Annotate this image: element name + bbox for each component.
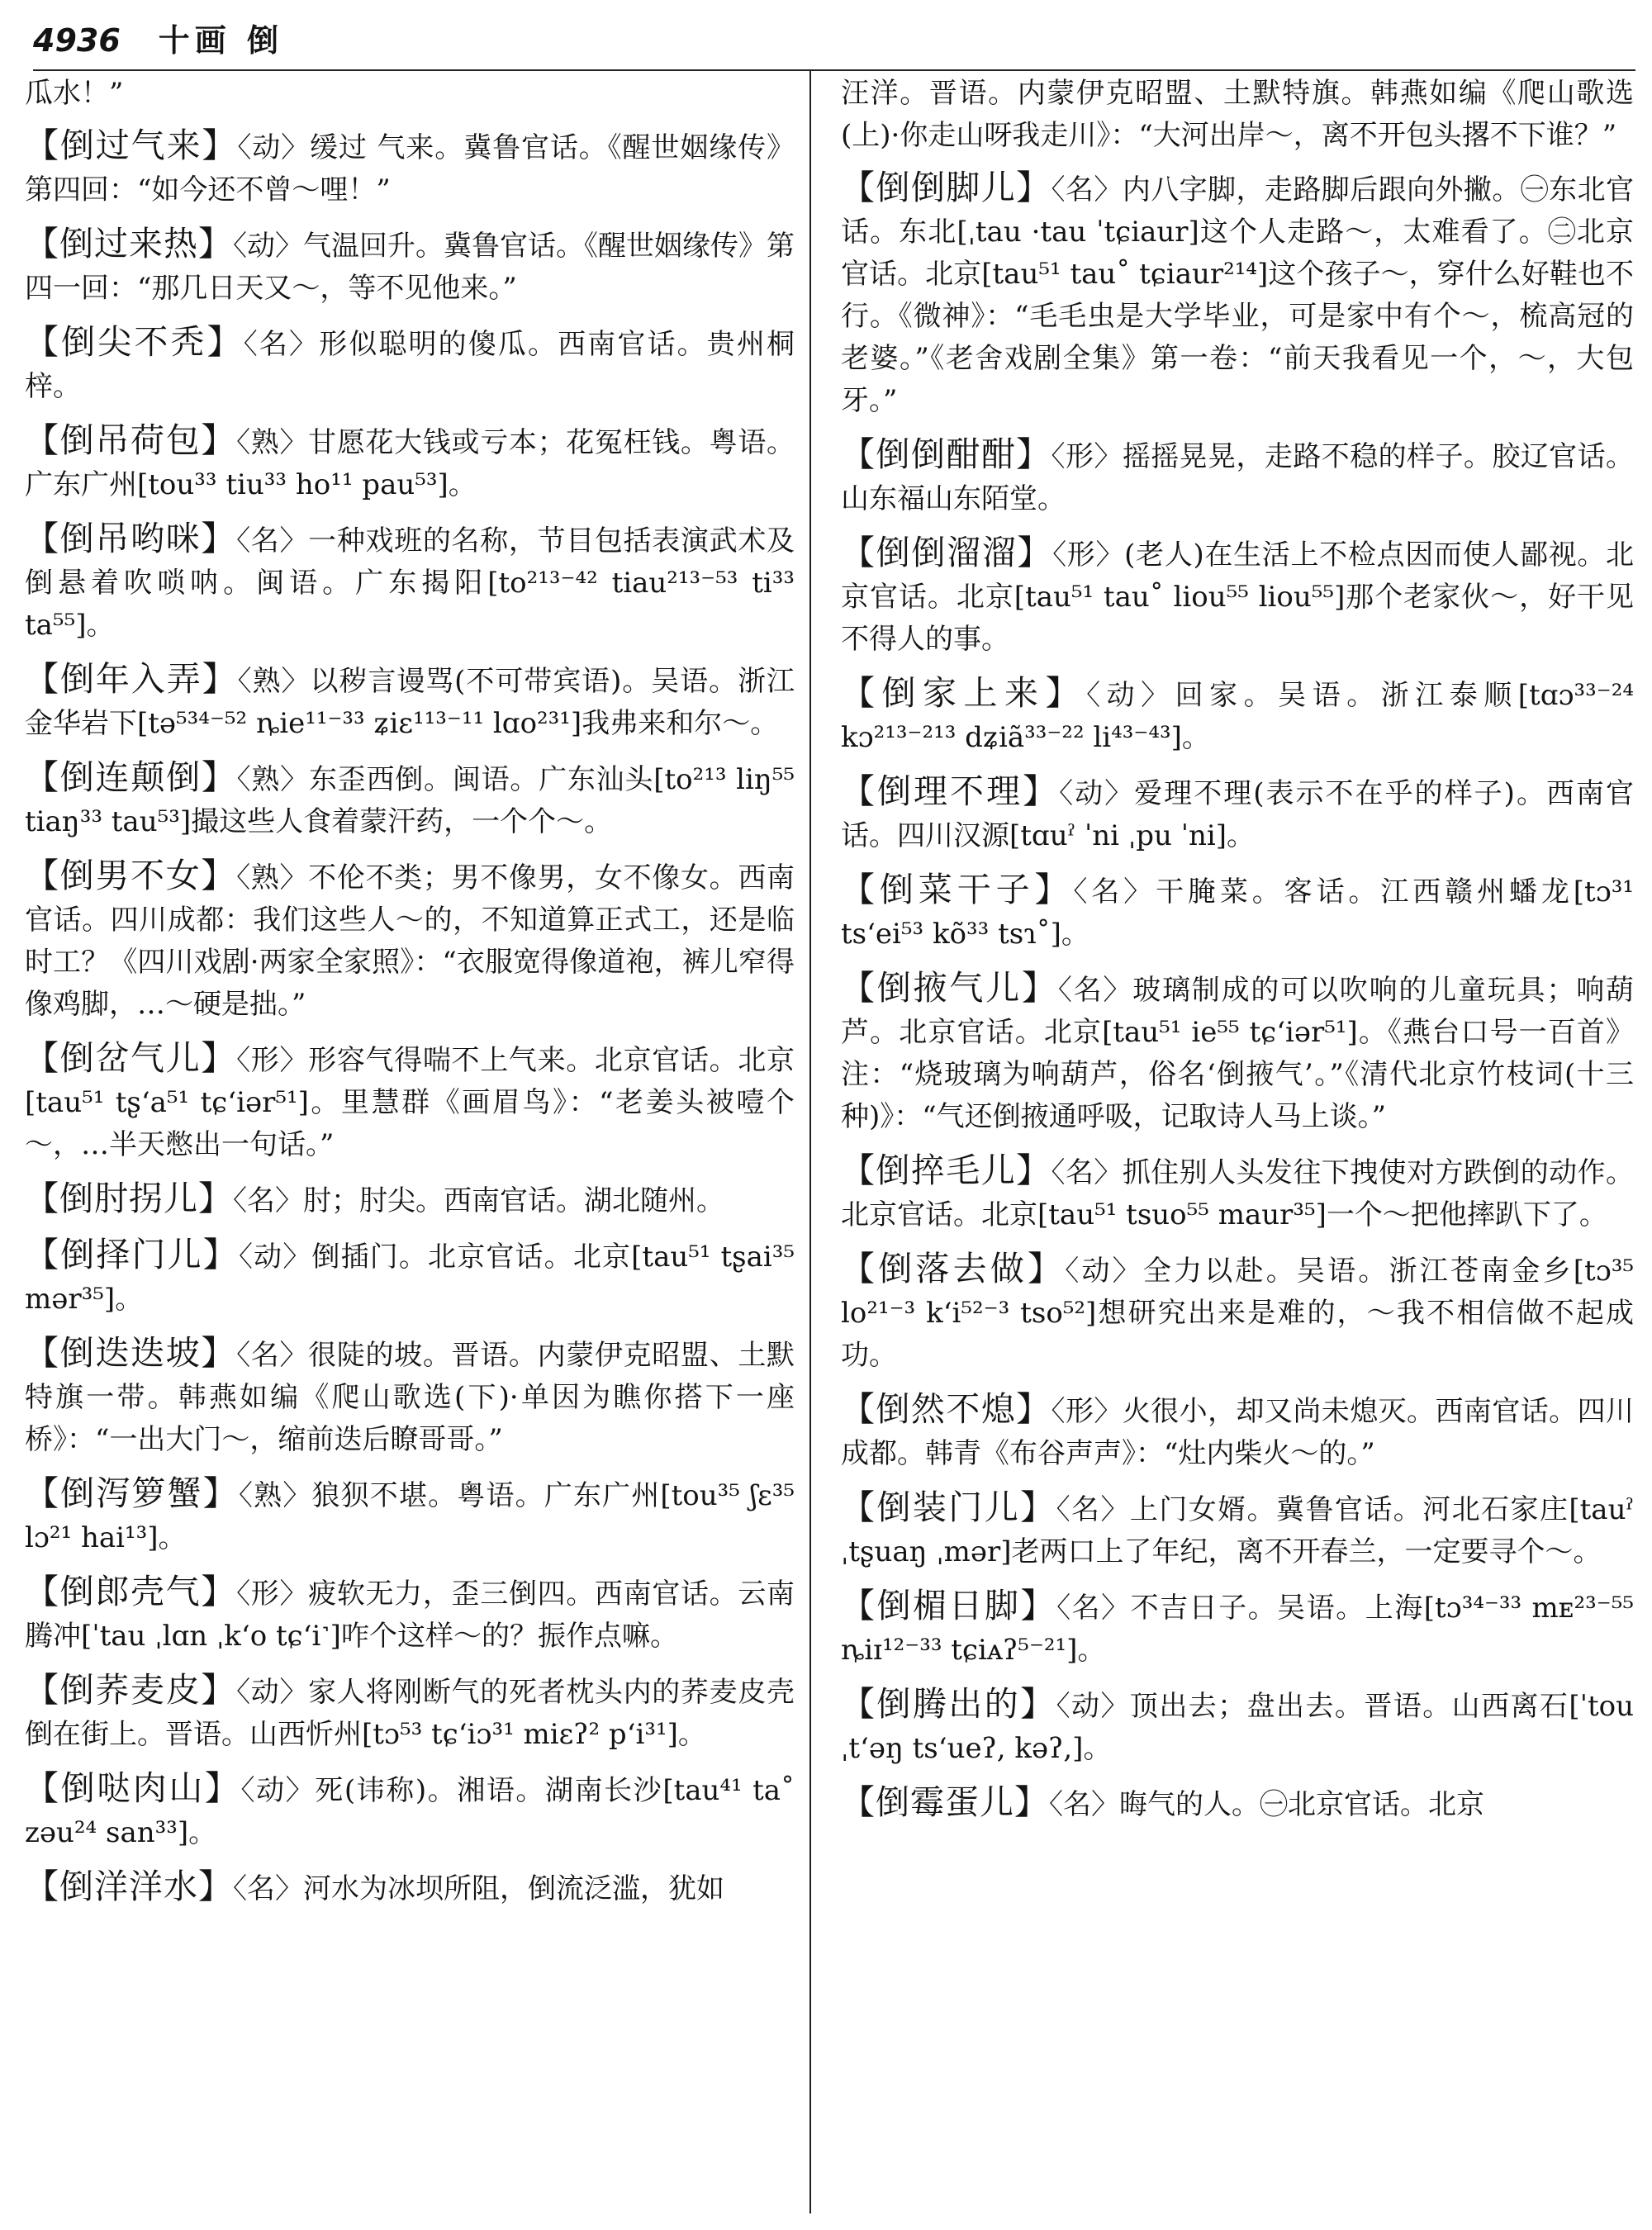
dictionary-entry [25,1473,795,1559]
entry-body: 〈动〉全力以赴。吴语。浙江苍南金乡[tɔ³⁵ lo²¹⁻³ k‘i⁵²⁻³ tso⁵²]想研究出来是难的，～我不相信做不起成功。 [841,1255,1635,1372]
dictionary-entry [841,1248,1634,1377]
dictionary-entry [841,1585,1634,1672]
entry-body: 〈名〉形似聪明的傻瓜。西南官话。贵州桐梓。 [25,328,795,403]
dictionary-entry [25,321,795,408]
entry-headword: 【倒择门儿】 [25,1235,239,1274]
dictionary-entry [25,1178,795,1222]
entry-body: 瓜水！” [25,77,124,110]
entry-headword: 【倒过来热】 [25,224,233,263]
entry-body: 〈名〉上门女婿。冀鲁官话。河北石家庄[tauˀ ˌtʂuaŋ ˌmər]老两口上了年纪，离不开春兰，一定要寻个～。 [841,1493,1634,1568]
entry-headword: 【倒荞麦皮】 [25,1670,237,1710]
entry-body: 〈形〉火很小，却又尚未熄灭。西南官话。四川成都。韩青《布谷声声》：“灶内柴火～的。” [841,1395,1635,1470]
dictionary-entry [25,1332,795,1461]
right-column [841,73,1634,1838]
entry-headword: 【倒倒酣酣】 [841,434,1051,474]
dictionary-entry [841,1388,1634,1475]
dictionary-entry [841,167,1634,422]
dictionary-entry [841,1782,1634,1826]
entry-body: 〈动〉倒插门。北京官话。北京[tau⁵¹ tʂai³⁵ mər³⁵]。 [25,1241,795,1316]
header-rule [33,69,1635,71]
column-divider [809,71,811,2213]
entry-body: 〈名〉一种戏班的名称，节目包括表演武术及倒悬着吹唢呐。闽语。广东揭阳[to²¹³⁻⁴² tiau²¹³⁻⁵³ ti³³ ta⁵⁵]。 [25,524,795,642]
dictionary-entry [25,223,795,310]
entry-headword: 【倒装门儿】 [841,1487,1056,1527]
dictionary-entry [841,532,1634,661]
dictionary-entry [841,1683,1634,1770]
entry-body: 〈动〉回家。吴语。浙江泰顺[tɑɔ³³⁻²⁴ kɔ²¹³⁻²¹³ dʑiã³³⁻²² li⁴³⁻⁴³]。 [841,679,1634,754]
entry-headword: 【倒过气来】 [25,126,238,165]
entry-body: 〈动〉顶出去；盘出去。晋语。山西离石[ˈtou ˌt‘əŋ ts‘ueʔ, kəʔ,]。 [841,1690,1635,1765]
entry-headword: 【倒霉蛋儿】 [841,1782,1049,1822]
entry-headword: 【倒倒脚儿】 [841,168,1051,207]
dictionary-entry [25,1571,795,1658]
entry-headword: 【倒落去做】 [841,1249,1066,1288]
dictionary-entry [25,420,795,506]
dictionary-entry [841,434,1634,520]
entry-body: 〈形〉形容气得喘不上气来。北京官话。北京[tau⁵¹ tʂ‘a⁵¹ tɕ‘iər⁵¹]。里慧群《画眉鸟》：“老姜头被噎个～，…半天憋出一句话。” [25,1044,795,1161]
entry-body: 〈动〉气温回升。冀鲁官话。《醒世姻缘传》第四一回：“那几日天又～，等不见他来。” [25,230,795,305]
entry-headword: 【倒倒溜溜】 [841,533,1053,572]
entry-headword: 【倒连颠倒】 [25,757,237,797]
entry-headword: 【倒年入弄】 [25,659,238,699]
page-header [33,15,283,64]
entry-body: 〈名〉抓住别人头发往下拽使对方跌倒的动作。北京官话。北京[tau⁵¹ tsuo⁵⁵ maur³⁵]一个～把他摔趴下了。 [841,1156,1635,1231]
dictionary-entry [25,1234,795,1321]
entry-headword: 【倒家上来】 [841,673,1087,713]
left-column [25,73,795,1922]
entry-body: 〈名〉河水为冰坝所阻，倒流泛滥，犹如 [233,1872,724,1905]
entry-headword: 【倒岔气儿】 [25,1038,237,1078]
entry-headword: 【倒尖不秃】 [25,322,244,362]
entry-body: 〈名〉不吉日子。吴语。上海[tɔ³⁴⁻³³ mᴇ²³⁻⁵⁵ ȵiɪ¹²⁻³³ tɕiᴀʔ⁵⁻²¹]。 [841,1592,1634,1667]
dictionary-entry [25,855,795,1026]
entry-headword: 【倒吊荷包】 [25,420,237,460]
entry-headword: 【倒泻箩蟹】 [25,1473,239,1513]
dictionary-entry [841,967,1634,1138]
dictionary-entry [25,1767,795,1854]
entry-body: 〈形〉摇摇晃晃，走路不稳的样子。胶辽官话。山东福山东陌堂。 [841,440,1635,515]
entry-headword: 【倒男不女】 [25,856,237,895]
entry-body: 〈动〉死(讳称)。湘语。湖南长沙[tau⁴¹ ta˚ zəu²⁴ san³³]。 [25,1774,795,1849]
entry-body: 〈动〉家人将刚断气的死者枕头内的荞麦皮壳倒在街上。晋语。山西忻州[tɔ⁵³ tɕ‘iɔ³¹ miɛʔ² p‘i³¹]。 [25,1676,795,1751]
entry-headword: 【倒哒肉山】 [25,1768,241,1808]
dictionary-entry [25,518,795,647]
entry-headword: 【倒吊哟咪】 [25,519,237,558]
entry-body: 〈动〉爱理不理(表示不在乎的样子)。西南官话。四川汉源[tɑuˀ ˈni ˌpu ˈni]。 [841,777,1634,852]
entry-body: 〈名〉肘；肘尖。西南官话。湖北随州。 [233,1184,724,1217]
entry-headword: 【倒腾出的】 [841,1684,1056,1724]
entry-body: 〈动〉缓过 气来。冀鲁官话。《醒世姻缘传》第四回：“如今还不曾～哩！” [25,131,795,206]
dictionary-entry [25,1866,795,1910]
dictionary-entry [841,1487,1634,1573]
entry-headword: 【倒菜干子】 [841,870,1074,909]
dictionary-entry [25,658,795,745]
entry-body: 〈名〉很陡的坡。晋语。内蒙伊克昭盟、土默特旗一带。韩燕如编《爬山歌选(下)·单因为瞧你搭下一座桥》：“一出大门～，缩前迭后瞭哥哥。” [25,1339,795,1456]
entry-headword: 【倒肘拐儿】 [25,1179,233,1218]
entry-headword: 【倒捽毛儿】 [841,1151,1051,1190]
entry-body: 〈名〉玻璃制成的可以吹响的儿童玩具；响葫芦。北京官话。北京[tau⁵¹ ie⁵⁵ tɕ‘iər⁵¹]。《燕台口号一百首》注：“烧玻璃为响葫芦，俗名‘倒掖气’。”《清代北京竹枝词(十三种)》：“气还倒掖通呼吸，记取诗人马上谈。” [841,974,1635,1133]
entry-body: 〈熟〉东歪西倒。闽语。广东汕头[to²¹³ liŋ⁵⁵ tiaŋ³³ tau⁵³]撮这些人食着蒙汗药，一个个～。 [25,763,795,838]
entry-body: 〈熟〉甘愿花大钱或亏本；花冤枉钱。粤语。广东广州[tou³³ tiu³³ ho¹¹ pau⁵³]。 [25,426,795,501]
entry-headword: 【倒理不理】 [841,771,1060,811]
page-number: 4936 [33,22,121,59]
entry-headword: 【倒楣日脚】 [841,1586,1057,1625]
entry-body: 汪洋。晋语。内蒙伊克昭盟、土默特旗。韩燕如编《爬山歌选(上)·你走山呀我走川》：“大河出岸～，离不开包头撂不下谁？” [841,77,1634,152]
entry-body: 〈形〉疲软无力，歪三倒四。西南官话。云南腾冲[ˈtau ˌlɑn ˌk‘o tɕ‘i˺]咋个这样～的？振作点嘛。 [25,1578,795,1653]
entry-body: 〈熟〉不伦不类；男不像男，女不像女。西南官话。四川成都：我们这些人～的，不知道算正式工，还是临时工？《四川戏剧·两家全家照》：“衣服宽得像道袍，裤儿窄得像鸡脚，…～硬是拙。” [25,861,795,1021]
dictionary-entry [841,73,1634,157]
entry-headword: 【倒郎壳气】 [25,1572,237,1611]
entry-body: 〈熟〉狼狈不堪。粤语。广东广州[tou³⁵ ʃɛ³⁵ lɔ²¹ hai¹³]。 [25,1479,795,1554]
dictionary-entry [25,757,795,843]
dictionary-entry [25,1669,795,1756]
entry-body: 〈名〉晦气的人。㊀北京官话。北京 [1049,1788,1484,1821]
entry-body: 〈形〉(老人)在生活上不检点因而使人鄙视。北京官话。北京[tau⁵¹ tau˚ liou⁵⁵ liou⁵⁵]那个老家伙～，好干见不得人的事。 [841,539,1635,656]
entry-headword: 【倒迭迭坡】 [25,1333,237,1373]
dictionary-entry [841,771,1634,857]
dictionary-entry [25,1037,795,1166]
entry-body: 〈名〉内八字脚，走路脚后跟向外撇。㊀东北官话。东北[ˌtau ·tau ˈtɕiaur]这个人走路～，太难看了。㊁北京官话。北京[tau⁵¹ tau˚ tɕiaur²¹⁴]这个孩子～，穿什么好鞋也不行。《微神》：“毛毛虫是大学毕业，可是家中有个～，梳高冠的老婆。”《老舍戏剧全集》第一卷：“前天我看见一个，～，大包牙。” [841,173,1635,417]
dictionary-entry [841,1150,1634,1236]
dictionary-entry [25,125,795,211]
dictionary-entry [841,869,1634,956]
entry-body: 〈名〉干腌菜。客话。江西赣州蟠龙[tɔ³¹ ts‘ei⁵³ kõ³³ tsɿ˚]。 [841,875,1634,951]
entry-headword: 【倒洋洋水】 [25,1867,233,1906]
entry-headword: 【倒然不熄】 [841,1389,1051,1429]
section-title: 十画 倒 [158,21,283,59]
entry-body: 〈熟〉以秽言谩骂(不可带宾语)。吴语。浙江金华岩下[tə⁵³⁴⁻⁵² ȵie¹¹⁻³³ ʑiɛ¹¹³⁻¹¹ lɑo²³¹]我弗来和尔～。 [25,665,795,740]
entry-headword: 【倒掖气儿】 [841,968,1058,1008]
dictionary-entry [25,73,795,115]
dictionary-entry [841,672,1634,759]
